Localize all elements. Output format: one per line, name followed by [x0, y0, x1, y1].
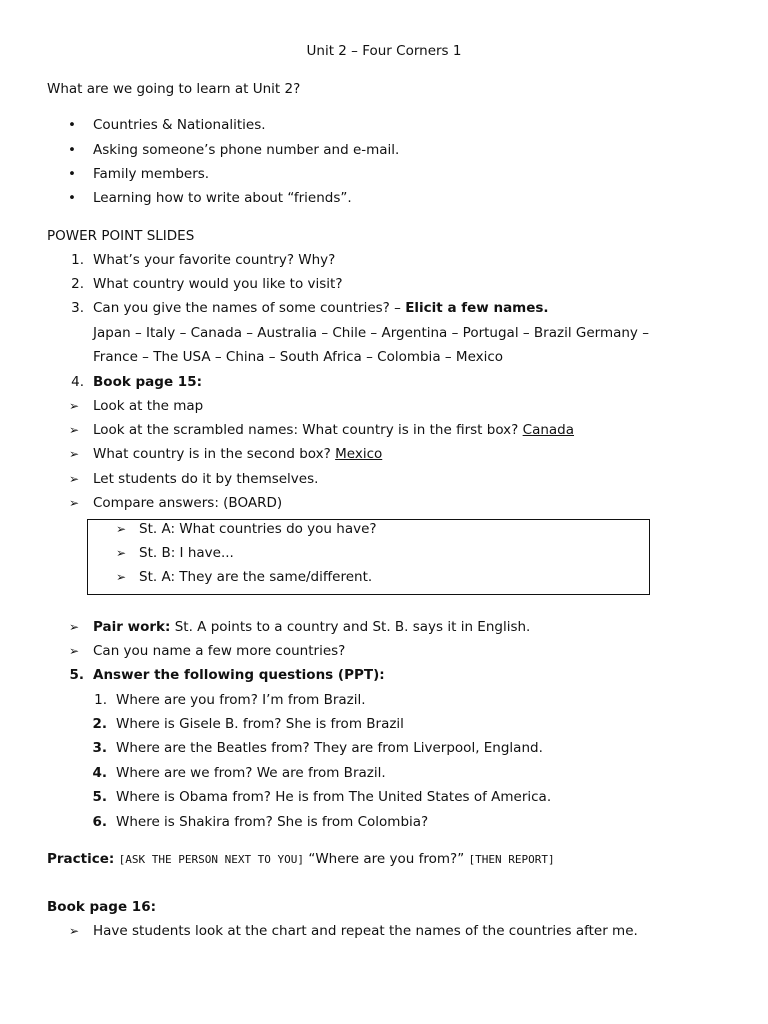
arrow-bullet-icon: ➢ — [69, 644, 80, 658]
arrow-bullet-icon: ➢ — [69, 472, 80, 486]
bullet-icon: • — [68, 117, 76, 133]
intro-question: What are we going to learn at Unit 2? — [47, 81, 301, 97]
bullet-icon: • — [68, 190, 76, 206]
bullet-icon: • — [68, 166, 76, 182]
page-title: Unit 2 – Four Corners 1 — [306, 43, 462, 59]
ppt-heading: POWER POINT SLIDES — [47, 228, 195, 244]
arrow-bullet-icon: ➢ — [69, 423, 80, 437]
book16-heading: Book page 16: — [47, 899, 156, 915]
countries-line-1: Japan – Italy – Canada – Australia – Chile – Argentina – Portugal – Brazil Germany – — [93, 325, 649, 341]
arrow-bullet-icon: ➢ — [69, 447, 80, 461]
arrow-bullet-icon: ➢ — [69, 620, 80, 634]
arrow-bullet-icon: ➢ — [116, 546, 127, 560]
bullet-icon: • — [68, 142, 76, 158]
arrow-bullet-icon: ➢ — [116, 570, 127, 584]
answer-mexico: Mexico — [335, 446, 383, 462]
countries-line-2: France – The USA – China – South Africa – Colombia – Mexico — [93, 349, 504, 365]
answer-canada: Canada — [522, 422, 575, 438]
arrow-bullet-icon: ➢ — [69, 924, 80, 938]
arrow-bullet-icon: ➢ — [69, 399, 80, 413]
arrow-bullet-icon: ➢ — [69, 496, 80, 510]
practice-line: Practice: [ASK THE PERSON NEXT TO YOU] “Where are you from?” [THEN REPORT] — [47, 851, 555, 867]
document-page: Unit 2 – Four Corners 1 What are we going to learn at Unit 2? • Countries & Nationalities. • Asking someone’s phone number and e-mail. • Family members. • Learning how to write about “friends”. POWER POINT SLIDES 1. What’s your favorite country? Why? 2. What country would you like to visit? 3. Can you give the names of some countries? – Elicit a few names. Japan – Italy – Canada – Australia – Chile – Argentina – Portugal – Brazil Germany – France – The USA – China – South Africa – Colombia – Mexico 4. Book page 15: ➢ Look at the map ➢ Look at the scrambled names: What country is in the first box? Canada ➢ What country is in the second box? Mexico ➢ Let students do it by themselves. ➢ Compare answers: (BOARD) ➢ St. A: What countries do you have? ➢ St. B: I have... ➢ St. A: They are the same/different. ➢ Pair work: St. A points to a country and St. B. says it in English. ➢ Can you name a few more countries? 5. Answer the following questions (PPT): 1. Where are you from? I’m from Brazil. 2. Where is Gisele B. from? She is from Brazil 3. Where are the Beatles from? They are from Liverpool, England. 4. Where are we from? We are from Brazil. 5. Where is Obama from? He is from The United States of America. 6. Where is Shakira from? She is from Colombia? Practice: [ASK THE PERSON NEXT TO YOU] “Where are you from?” [THEN REPORT] Book page 16: ➢ Have students look at the chart and repeat the names of the countries after me. — [0, 0, 768, 1024]
arrow-bullet-icon: ➢ — [116, 522, 127, 536]
